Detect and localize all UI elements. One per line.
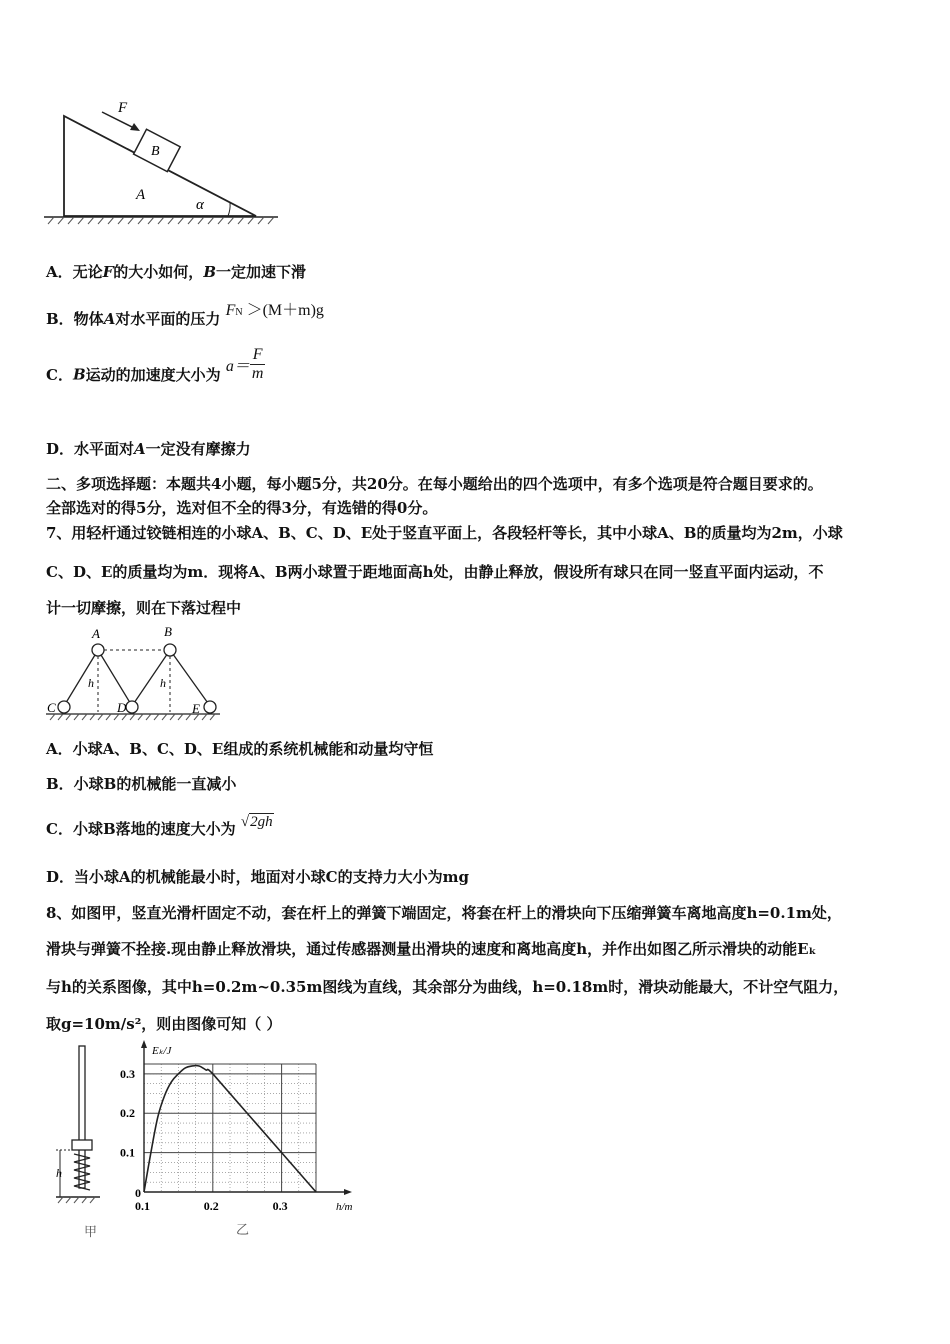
q7-stem-line1: 7、用轻杆通过铰链相连的小球A、B、C、D、E处于竖直平面上，各段轻杆等长，其中小球A、B的质量均为2m，小球: [46, 524, 843, 542]
sqrt-formula: √2gh: [240, 814, 273, 830]
section2-heading-line2: 全部选对的得5分，选对但不全的得3分，有选错的得0分。: [46, 499, 438, 517]
label-F: F: [118, 100, 128, 116]
pressure-formula: FN ＞(M＋m)g: [225, 302, 324, 319]
q7-option-d: D．当小球A的机械能最小时，地面对小球C的支持力大小为mg: [46, 868, 469, 886]
caption-jia: 甲: [84, 1224, 98, 1239]
height-label-1: h: [88, 676, 94, 690]
spring-h-label: h: [56, 1166, 62, 1180]
q8-stem-line3: 与h的关系图像，其中h=0.2m~0.35m图线为直线，其余部分为曲线，h=0.18m时，滑块动能最大，不计空气阻力，: [46, 978, 849, 996]
q7-stem-line3: 计一切摩擦，则在下落过程中: [46, 599, 242, 617]
label-B: B: [151, 144, 160, 159]
q7-option-b: B．小球B的机械能一直减小: [46, 775, 237, 793]
label-A: A: [136, 187, 146, 203]
x-axis-arrow: [344, 1189, 352, 1195]
y-tick-label: 0.3: [120, 1066, 135, 1081]
y-tick-label: 0.1: [120, 1145, 135, 1160]
linkage-figure: [44, 622, 224, 722]
origin-label: 0: [135, 1186, 141, 1200]
ek-curve: [144, 1066, 316, 1192]
q7-option-a: A．小球A、B、C、D、E组成的系统机械能和动量均守恒: [46, 740, 434, 758]
y-tick-label: 0.2: [120, 1106, 135, 1121]
incline-figure: [44, 100, 280, 225]
y-axis-label: Eₖ/J: [152, 1045, 172, 1057]
caption-yi: 乙: [236, 1222, 250, 1237]
section2-heading-line1: 二、多项选择题：本题共4小题，每小题5分，共20分。在每小题给出的四个选项中，有多个选项是符合题目要求的。: [46, 475, 823, 493]
q6-option-c: C．B运动的加速度大小为 a＝ $\frac{F}{m}$: [46, 346, 264, 384]
q6-option-a: A．无论F的大小如何，B一定加速下滑: [46, 263, 307, 281]
q6-option-d: D．水平面对A一定没有摩擦力: [46, 440, 251, 458]
x-tick-label: 0.1: [135, 1199, 150, 1213]
y-axis-arrow: [141, 1040, 147, 1048]
q6-option-b: B．物体A对水平面的压力 FN ＞(M＋m)g: [46, 302, 324, 328]
acceleration-fraction: $\frac{F}{m}$: [251, 346, 264, 382]
q7-option-c: C．小球B落地的速度大小为 √2gh: [46, 814, 273, 838]
ball-label-B: B: [164, 624, 172, 639]
ball-label-A: A: [92, 626, 100, 641]
label-alpha: α: [196, 197, 204, 213]
q8-stem-line2: 滑块与弹簧不拴接.现由静止释放滑块，通过传感器测量出滑块的速度和离地高度h，并作出如图乙所示滑块的动能Eₖ: [46, 940, 817, 958]
q7-stem-line2: C、D、E的质量均为m．现将A、B两小球置于距地面高h处，由静止释放，假设所有球只在同一竖直平面内运动，不: [46, 563, 824, 581]
ball-label-C: C: [47, 700, 56, 715]
q8-stem-line1: 8、如图甲，竖直光滑杆固定不动，套在杆上的弹簧下端固定，将套在杆上的滑块向下压缩弹簧车离地高度h=0.1m处，: [46, 904, 842, 922]
spring-rod-figure: [48, 1044, 108, 1242]
x-axis-label: h/m: [336, 1201, 353, 1213]
height-label-2: h: [160, 676, 166, 690]
x-tick-label: 0.3: [272, 1199, 288, 1213]
ek-h-chart: [118, 1040, 358, 1245]
ball-label-D: D: [117, 700, 127, 715]
x-tick-label: 0.2: [203, 1199, 219, 1213]
q8-stem-line4: 取g=10m/s²，则由图像可知（ ）: [46, 1015, 282, 1033]
ball-label-E: E: [192, 701, 200, 716]
